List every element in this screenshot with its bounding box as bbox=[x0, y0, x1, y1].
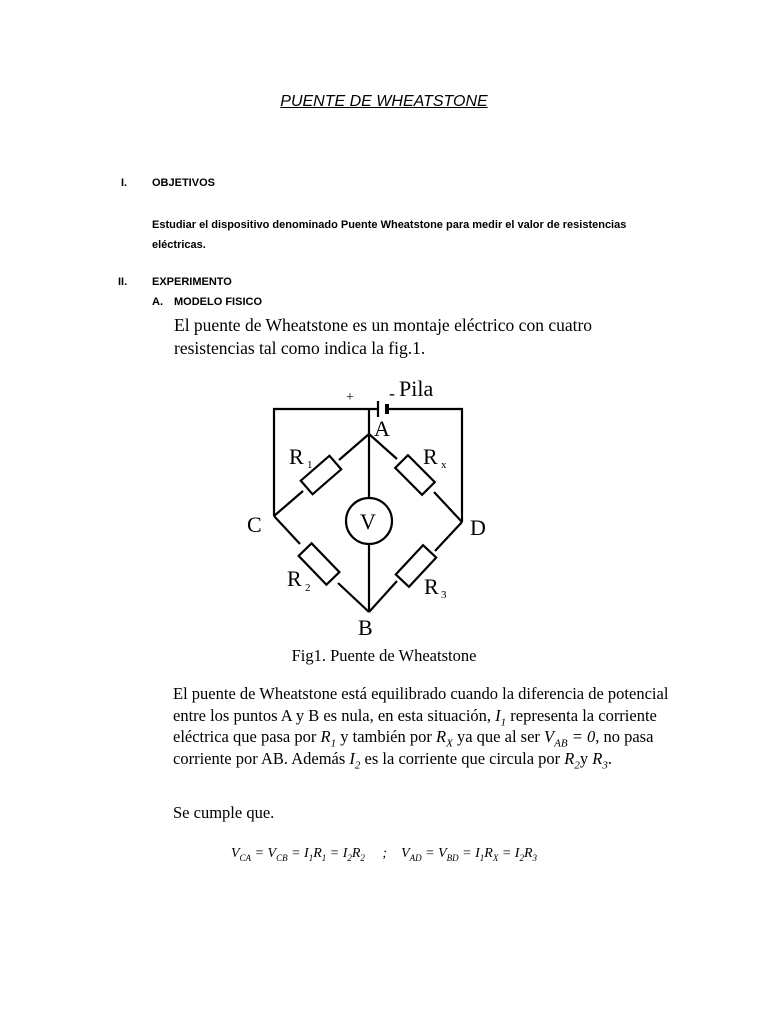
figure-caption: Fig1. Puente de Wheatstone bbox=[291, 646, 477, 665]
r1-subscript: 1 bbox=[307, 459, 313, 471]
subsection-a-letter: A. bbox=[152, 296, 163, 308]
resistor-r2 bbox=[299, 543, 340, 584]
node-c-label: C bbox=[247, 512, 262, 537]
node-d-label: D bbox=[470, 515, 486, 540]
battery-minus-label: - bbox=[389, 383, 395, 403]
battery-plus-label: + bbox=[346, 390, 354, 405]
r2-subscript: 2 bbox=[305, 582, 311, 594]
section-2-heading: EXPERIMENTO bbox=[152, 276, 232, 288]
r3-label: R bbox=[424, 574, 439, 599]
node-a-label: A bbox=[374, 416, 390, 441]
balance-formula: $V_{CA} = V_{CB} = I_1R_1 = I_2R_2$ ; $V_{AD} = V_{BD} = I_1R_X = I_2R_3$ bbox=[230, 846, 537, 863]
se-cumple-text: Se cumple que. bbox=[173, 803, 275, 822]
model-paragraph: El puente de Wheatstone es un montaje eléctrico con cuatro resistencias tal como indica la fig.1. bbox=[174, 315, 593, 358]
wheatstone-bridge-diagram bbox=[230, 368, 530, 640]
rx-label: R bbox=[423, 444, 438, 469]
section-1-heading: OBJETIVOS bbox=[152, 177, 215, 189]
voltmeter-label: V bbox=[360, 509, 376, 534]
subsection-a-heading: MODELO FISICO bbox=[174, 296, 262, 308]
r3-subscript: 3 bbox=[441, 589, 447, 601]
section-2-number: II. bbox=[118, 276, 128, 288]
r1-label: R bbox=[289, 444, 304, 469]
objectives-text: Estudiar el dispositivo denominado Puente Wheatstone para medir el valor de resistencias eléctricas. bbox=[152, 219, 627, 251]
battery-label: Pila bbox=[399, 376, 434, 401]
page-title: PUENTE DE WHEATSTONE bbox=[280, 93, 488, 110]
node-b-label: B bbox=[358, 615, 373, 640]
section-1-number: I. bbox=[121, 177, 128, 189]
rx-subscript: x bbox=[441, 459, 447, 471]
r2-label: R bbox=[287, 566, 302, 591]
equilibrium-paragraph: El puente de Wheatstone está equilibrado cuando la diferencia de potencial entre los puntos A y B es nula, en esta situación, $I_1$ representa la corriente eléctrica que pasa por $R_1$ y también por $R_X$ ya que al ser $V_{AB} = 0$, no pasa corriente por AB. Además $I_2$ es la corriente que circula por $R_2y$ $R_3$. bbox=[173, 684, 669, 771]
